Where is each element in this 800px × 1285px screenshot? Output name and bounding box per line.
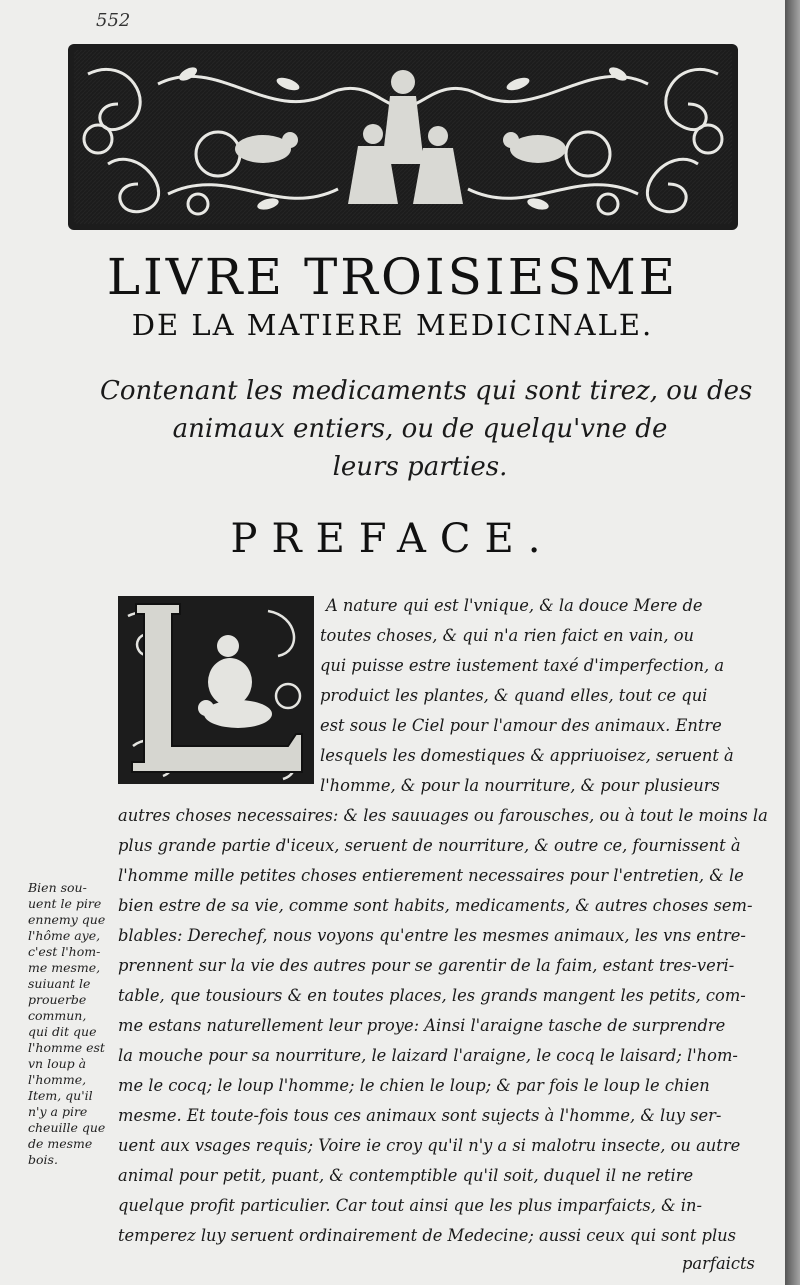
body-line: table, que tousiours & en toutes places, les grands mangent les petits, com- <box>118 986 746 1005</box>
intro-line: animaux entiers, ou de quelqu'vne de <box>172 414 668 444</box>
body-line: lesquels les domestiques & appriuoisez, seruent à <box>320 746 734 765</box>
body-line: l'homme, & pour la nourriture, & pour plusieurs <box>320 776 720 795</box>
body-line: blables: Derechef, nous voyons qu'entre les mesmes animaux, les vns entre- <box>118 926 746 945</box>
margin-note-line: prouerbe <box>28 992 87 1007</box>
body-line: qui puisse estre iustement taxé d'imperfection, a <box>320 656 725 675</box>
body-line: la mouche pour sa nourriture, le laizard l'araigne, le cocq le laisard; l'hom- <box>118 1046 738 1065</box>
body-line: l'homme mille petites choses entierement necessaires pour l'entretien, & le <box>118 866 744 885</box>
body-line: parfaicts <box>682 1254 755 1273</box>
margin-note-line: bois. <box>28 1152 58 1167</box>
body-line: temperez luy seruent ordinairement de Medecine; aussi ceux qui sont plus <box>118 1226 737 1245</box>
body-line: prennent sur la vie des autres pour se garentir de la faim, estant tres-veri- <box>118 956 735 975</box>
book-subtitle: DE LA MATIERE MEDICINALE. <box>131 308 654 342</box>
margin-note-line: commun, <box>28 1008 87 1023</box>
margin-note-line: de mesme <box>28 1136 93 1151</box>
scan-edge-shadow <box>785 0 800 1285</box>
margin-note-line: uent le pire <box>28 896 102 911</box>
intro-line: leurs parties. <box>332 452 508 482</box>
margin-note-line: me mesme, <box>28 960 101 975</box>
margin-note-line: Bien sou- <box>28 880 87 895</box>
margin-note-line: suiuant le <box>28 976 91 991</box>
body-line: bien estre de sa vie, comme sont habits, medicaments, & autres choses sem- <box>118 896 753 915</box>
margin-note-line: l'hôme aye, <box>28 928 101 943</box>
body-line: me estans naturellement leur proye: Ainsi l'araigne tasche de surprendre <box>118 1016 726 1035</box>
body-line: mesme. Et toute-fois tous ces animaux sont sujects à l'homme, & luy ser- <box>118 1106 722 1125</box>
intro-line: Contenant les medicaments qui sont tirez, ou des <box>100 376 753 406</box>
section-title: PREFACE. <box>230 516 555 562</box>
margin-note-line: Item, qu'il <box>28 1088 93 1103</box>
body-line: animal pour petit, puant, & contemptible qu'il soit, duquel il ne retire <box>118 1166 694 1185</box>
body-line: A nature qui est l'vnique, & la douce Mere de <box>326 596 703 615</box>
body-line: toutes choses, & qui n'a rien faict en vain, ou <box>320 626 695 645</box>
margin-note <box>28 880 114 1168</box>
margin-note-line: ennemy que <box>28 912 106 927</box>
body-line: autres choses necessaires: & les sauuages ou farousches, ou à tout le moins la <box>118 806 768 825</box>
margin-note-line: l'homme, <box>28 1072 87 1087</box>
margin-note-line: cheuille que <box>28 1120 106 1135</box>
body-line: produict les plantes, & quand elles, tout ce qui <box>320 686 708 705</box>
body-line: est sous le Ciel pour l'amour des animaux. Entre <box>320 716 722 735</box>
body-line: uent aux vsages requis; Voire ie croy qu'il n'y a si malotru insecte, ou autre <box>118 1136 741 1155</box>
margin-note-line: qui dit que <box>28 1024 97 1039</box>
body-line: quelque profit particulier. Car tout ainsi que les plus imparfaicts, & in- <box>118 1196 702 1215</box>
body-line: plus grande partie d'iceux, seruent de nourriture, & outre ce, fournissent à <box>118 836 741 855</box>
margin-note-line: l'homme est <box>28 1040 105 1055</box>
page-number: 552 <box>96 10 131 31</box>
margin-note-line: n'y a pire <box>28 1104 88 1119</box>
margin-note-line: c'est l'hom- <box>28 944 101 959</box>
body-line: me le cocq; le loup l'homme; le chien le loup; & par fois le loup le chien <box>118 1076 710 1095</box>
margin-note-line: vn loup à <box>28 1056 87 1071</box>
book-title: LIVRE TROISIESME <box>106 248 679 306</box>
